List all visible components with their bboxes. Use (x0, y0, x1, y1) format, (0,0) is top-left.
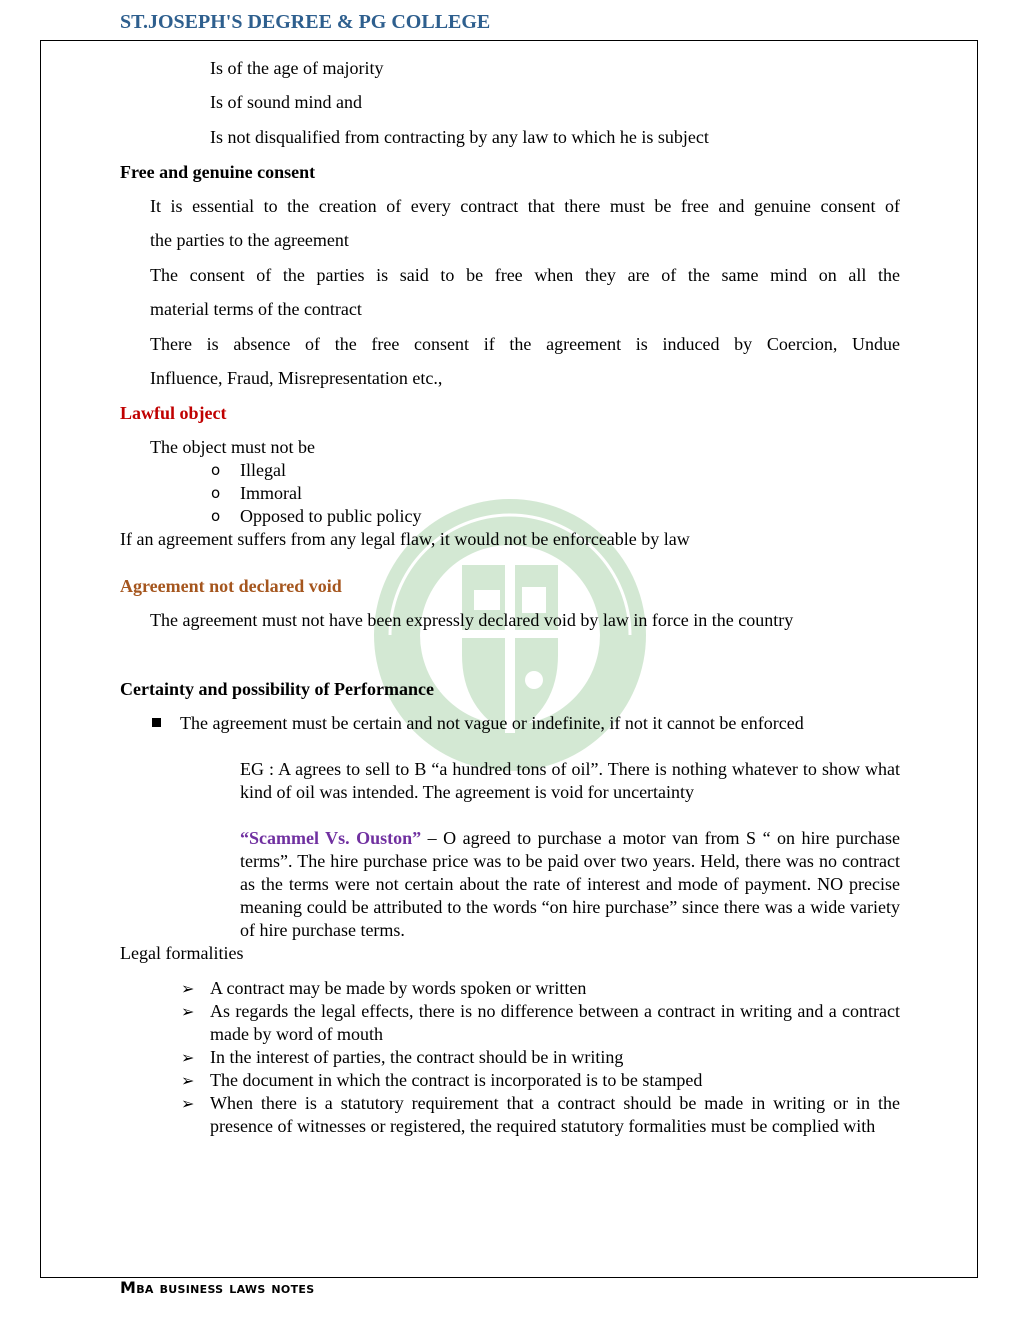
certainty-bullet-text: The agreement must be certain and not vague or indefinite, if not it cannot be enforced (180, 713, 804, 733)
free-consent-paragraph-line: It is essential to the creation of every contract that there must be free and genuine consent of (150, 196, 900, 216)
lawful-object-item: Opposed to public policy (240, 506, 422, 526)
free-consent-paragraph-line: There is absence of the free consent if the agreement is induced by Coercion, Undue (150, 334, 900, 354)
certainty-example: EG : A agrees to sell to B “a hundred tons of oil”. There is nothing whatever to show what kind of oil was intended. The agreement is void for uncertainty (240, 759, 900, 802)
arrow-bullet-icon: ➢ (181, 1048, 195, 1067)
case-paragraph (240, 827, 900, 942)
legal-formality-item: A contract may be made by words spoken or written (210, 978, 587, 998)
certainty-heading: Certainty and possibility of Performance (120, 679, 434, 699)
free-consent-paragraph-line: the parties to the agreement (150, 230, 349, 250)
legal-formality-item: As regards the legal effects, there is no difference between a contract in writing and a contract made by word of mouth (210, 1001, 900, 1044)
not-void-text: The agreement must not have been expressly declared void by law in force in the country (150, 610, 794, 630)
college-header: ST.JOSEPH'S DEGREE & PG COLLEGE (120, 11, 491, 33)
capacity-item: Is of sound mind and (210, 92, 362, 112)
legal-formality-item: The document in which the contract is incorporated is to be stamped (210, 1070, 703, 1090)
arrow-bullet-icon: ➢ (181, 1002, 195, 1021)
circle-bullet-icon: o (211, 484, 221, 502)
free-consent-heading: Free and genuine consent (120, 162, 316, 182)
case-name: “Scammel Vs. Ouston” (240, 828, 422, 848)
arrow-bullet-icon: ➢ (181, 1094, 195, 1113)
arrow-bullet-icon: ➢ (181, 1071, 195, 1090)
case-text: – O agreed to purchase a motor van from S “ on hire purchase terms”. The hire purchase price was to be paid over two years. Held, there was no contract as the terms were not certain about the rate of interest and mode of payment. NO precise meaning could be attributed to the words “on hire purchase” since there was a wide variety of hire purchase terms. (240, 828, 901, 940)
legal-formalities-heading: Legal formalities (120, 943, 244, 963)
circle-bullet-icon: o (211, 507, 221, 525)
legal-formality-item: In the interest of parties, the contract should be in writing (210, 1047, 624, 1067)
lawful-object-item: Illegal (240, 460, 286, 480)
square-bullet-icon (152, 718, 161, 727)
not-void-heading: Agreement not declared void (120, 576, 342, 596)
arrow-bullet-icon: ➢ (181, 979, 195, 998)
footer-notes-title: Mba business laws notes (120, 1278, 315, 1297)
free-consent-paragraph-line: The consent of the parties is said to be free when they are of the same mind on all the (150, 265, 900, 285)
lawful-object-intro: The object must not be (150, 437, 315, 457)
capacity-item: Is of the age of majority (210, 58, 384, 78)
legal-formality-item: When there is a statutory requirement that a contract should be made in writing or in the presence of witnesses or registered, the required statutory formalities must be complied with (210, 1093, 900, 1136)
capacity-item: Is not disqualified from contracting by any law to which he is subject (210, 127, 709, 147)
lawful-object-item: Immoral (240, 483, 302, 503)
free-consent-paragraph-line: material terms of the contract (150, 299, 362, 319)
circle-bullet-icon: o (211, 461, 221, 479)
free-consent-paragraph-line: Influence, Fraud, Misrepresentation etc., (150, 368, 443, 388)
lawful-object-note: If an agreement suffers from any legal flaw, it would not be enforceable by law (120, 529, 690, 549)
lawful-object-heading: Lawful object (120, 403, 227, 423)
